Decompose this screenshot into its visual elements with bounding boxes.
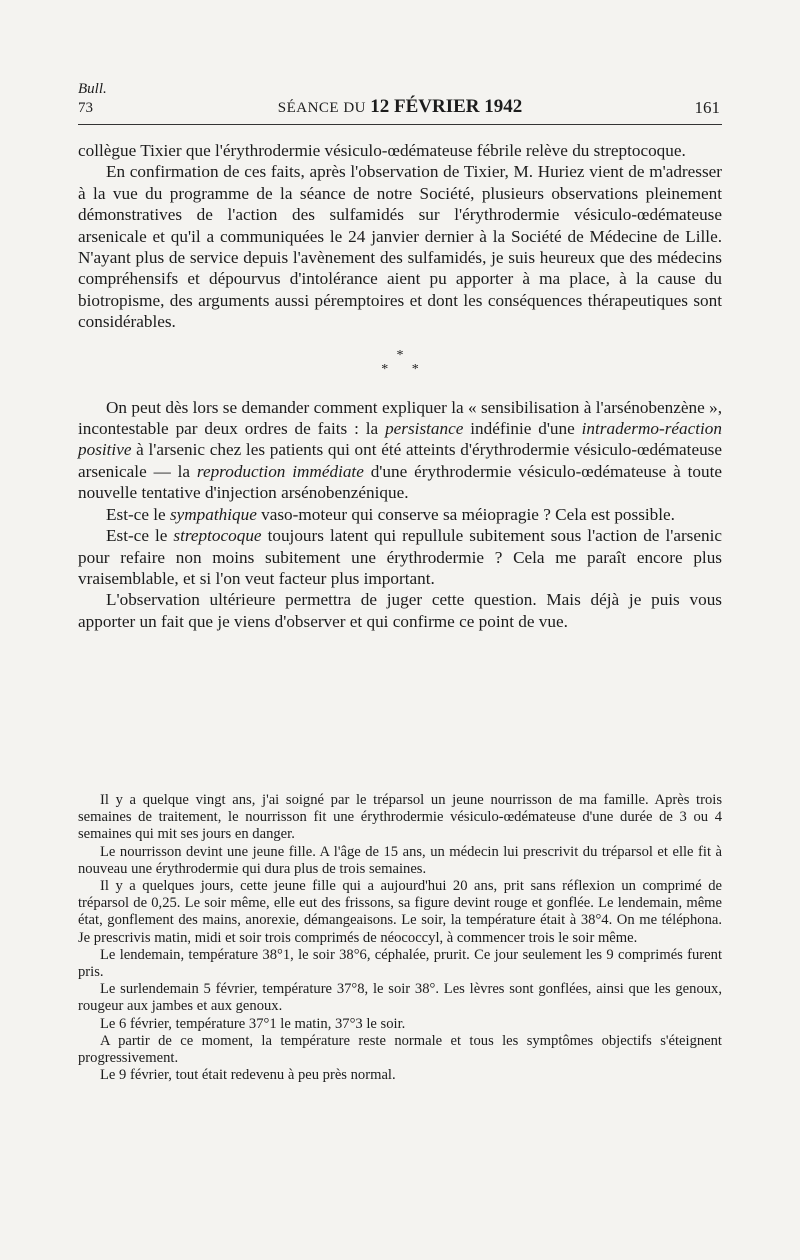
observation-paragraph-5: Le surlendemain 5 février, température 37°8, le soir 38°. Les lèvres sont gonflées, ainsi que les genoux, rougeur aux jambes et aux genoux. [78, 981, 722, 1015]
p3-italic-intradermo: intradermo-réaction positive [78, 419, 722, 460]
separator-top: * [396, 347, 404, 363]
p3-italic-persistance: persistance [385, 419, 464, 439]
observation-paragraph-4: Le lendemain, température 38°1, le soir 38°6, céphalée, prurit. Ce jour seulement les 9 comprimés furent pris. [78, 946, 722, 981]
p3-italic-reproduction: reproduction immédiate [196, 461, 364, 481]
session-prefix: SÉANCE DU [277, 100, 366, 116]
paragraph-3 [78, 397, 722, 504]
case-observation [78, 792, 722, 1084]
running-head [0, 96, 800, 118]
p5-text-b: toujours latent qui repullule subitement sous l'action de l'arsenic pour refaire non moins subitement une érythrodermie ? Cela me paraît encore plus vraisemblable, et si l'on veut facteur plus important. [78, 526, 722, 588]
paragraph-4 [78, 504, 722, 525]
paragraph-6: L'observation ultérieure permettra de juger cette question. Mais déjà je puis vous apporter un fait que je viens d'observer et qui confirme ce point de vue. [78, 590, 722, 631]
volume-number: 73 [78, 100, 93, 116]
p3-text-a: On peut dès lors se demander comment expliquer la « sensibilisation à l'arsénobenzène », incontestable par deux ordres de faits : la [78, 397, 722, 439]
session-date: 12 FÉVRIER 1942 [370, 96, 523, 117]
p4-text-b: vaso-moteur qui conserve sa méiopragie ? Cela est possible. [256, 504, 675, 524]
header-rule [78, 124, 722, 125]
observation-paragraph-1: Il y a quelque vingt ans, j'ai soigné par le tréparsol un jeune nourrisson de ma famille. Après trois semaines de traitement, le nourrisson fit une érythrodermie vésiculo-œdémateuse d'une durée de 3 ou 4 semaines qui mit ses jours en danger. [78, 792, 722, 843]
observation-paragraph-7: A partir de ce moment, la température reste normale et tous les symptômes objectifs s'éteignent progressivement. [78, 1032, 722, 1067]
p3-text-b: indéfinie d'une [463, 419, 582, 439]
page-number: 161 [694, 98, 720, 117]
observation-paragraph-8: Le 9 février, tout était redevenu à peu près normal. [100, 1067, 396, 1084]
observation-paragraph-2: Le nourrisson devint une jeune fille. A l'âge de 15 ans, un médecin lui prescrivit du tréparsol et elle fit à nouveau une érythrodermie qui dura plus de trois semaines. [78, 843, 722, 877]
paragraph-1: collègue Tixier que l'érythrodermie vésiculo-œdémateuse fébrile relève du streptocoque. [78, 141, 686, 160]
p4-text-a: Est-ce le [106, 504, 170, 524]
p3-text-d: d'une érythrodermie vésiculo-œdémateuse à toute nouvelle tentative d'injection arsénobenzénique. [78, 461, 722, 503]
paragraph-2: En confirmation de ces faits, après l'observation de Tixier, M. Huriez vient de m'adresser à la vue du programme de la séance de notre Société, plusieurs observations pleinement démonstratives de l'action des sulfamidés sur l'érythrodermie vésiculo-œdémateuse arsenicale et qu'il a communiquées le 24 janvier dernier à la Société de Médecine de Lille. N'ayant plus de service depuis l'avènement des sulfamidés, je suis heureux que des médecins compréhensifs et dépourvus d'intolérance aient pu apporter à ma place, à la cause du biotropisme, des arguments aussi péremptoires et dont les conséquences thérapeutiques sont considérables. [78, 162, 722, 332]
separator-bottom: * * [381, 361, 429, 377]
journal-abbrev: Bull. [78, 81, 107, 97]
observation-paragraph-3: Il y a quelques jours, cette jeune fille qui a aujourd'hui 20 ans, prit sans réflexion un comprimé de tréparsol de 0,25. Le soir même, elle eut des frissons, sa figure devint rouge et gonflée. Le lendemain, même état, gonflement des mains, anorexie, démangeaisons. Le soir, la température était à 38°4. On me téléphona. Je prescrivis matin, midi et soir trois comprimés de néococcyl, à commencer trois le soir même. [78, 878, 722, 946]
paragraph-5 [78, 525, 722, 589]
section-separator [78, 349, 722, 377]
p4-italic-sympathique: sympathique [169, 504, 257, 524]
p3-text-c: à l'arsenic chez les patients qui ont été atteints d'érythrodermie vésiculo-œdémateuse arsenicale — la [78, 440, 722, 481]
p5-italic-streptocoque: streptocoque [173, 526, 262, 546]
observation-paragraph-6: Le 6 février, température 37°1 le matin, 37°3 le soir. [100, 1015, 406, 1032]
main-text [78, 140, 722, 632]
p5-text-a: Est-ce le [106, 526, 174, 546]
